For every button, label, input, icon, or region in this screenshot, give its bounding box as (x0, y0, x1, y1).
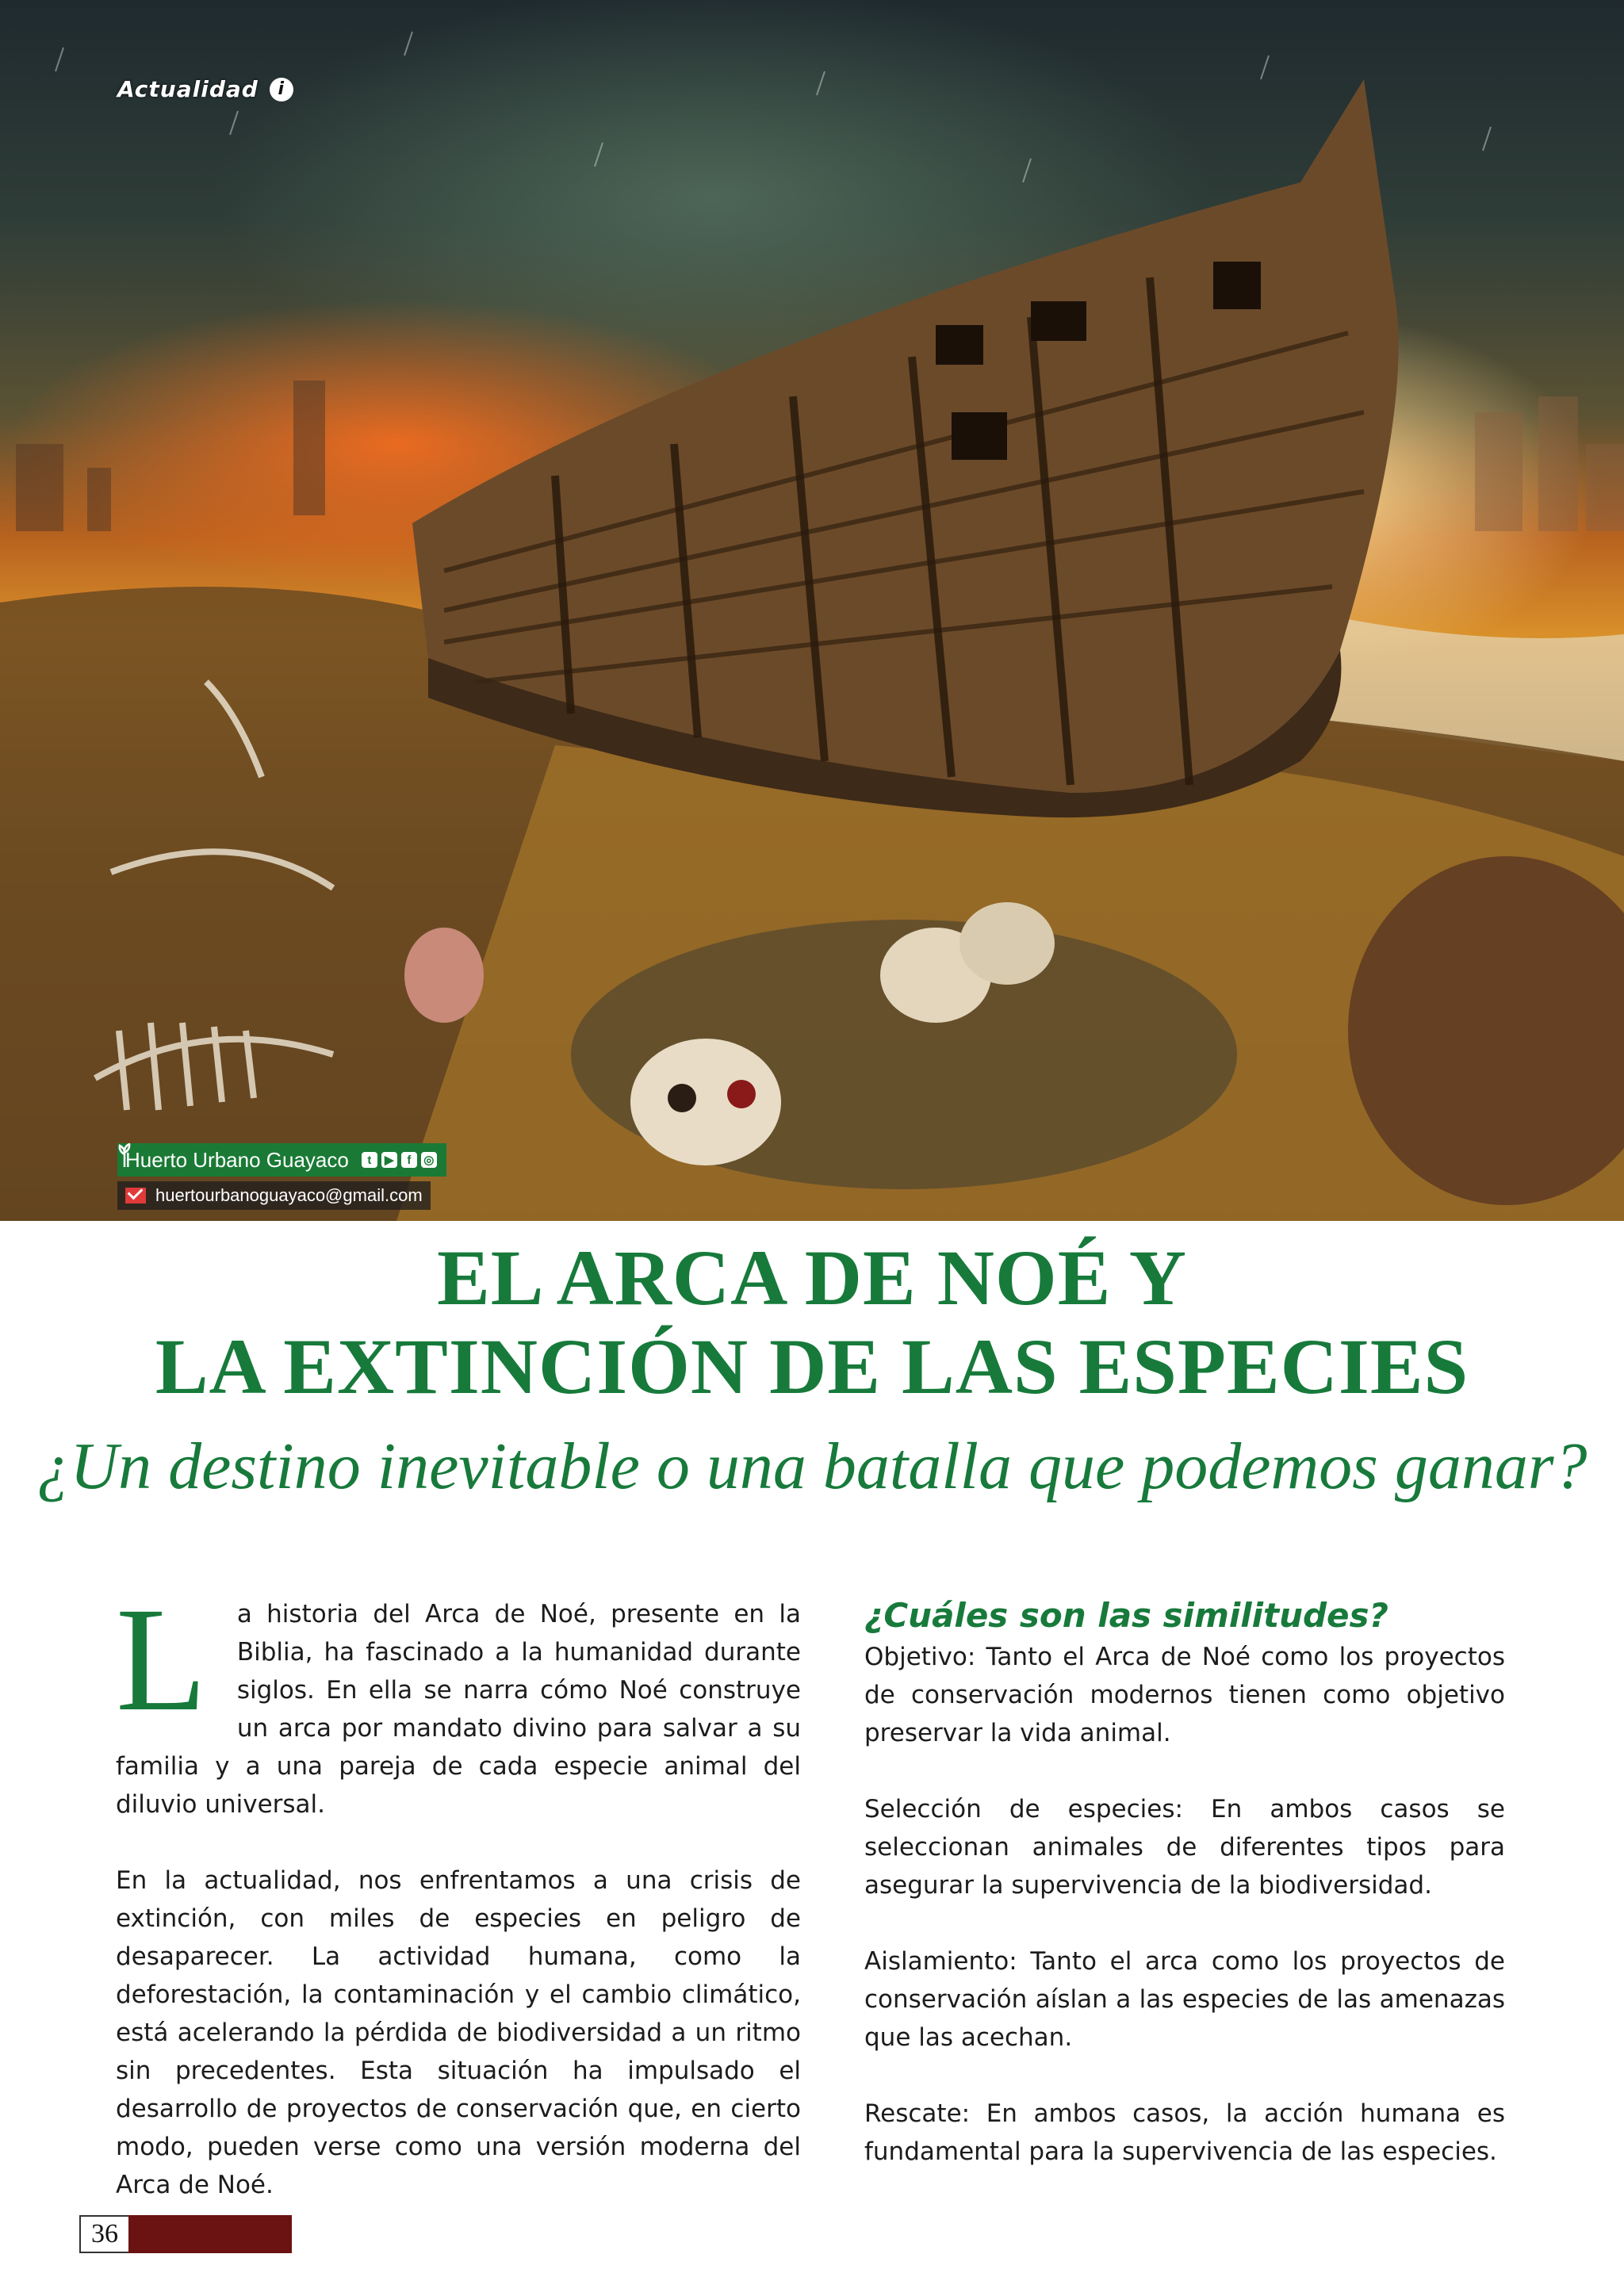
right-paragraph-2: Selección de especies: En ambos casos se seleccionan animales de diferentes tipos para asegurar la supervivencia de la biodiversidad. (864, 1795, 1505, 1900)
title-line-1: EL ARCA DE NOÉ Y (437, 1234, 1187, 1322)
right-paragraph-3: Aislamiento: Tanto el arca como los proyectos de conservación aíslan a las especies de las amenazas que las acechan. (864, 1947, 1505, 2052)
page-number: 36 (79, 2215, 130, 2253)
article-subtitle: ¿Un destino inevitable o una batalla que podemos ganar? (36, 1429, 1588, 1503)
credit-name: Huerto Urbano Guayaco (125, 1147, 349, 1172)
title-line-2: LA EXTINCIÓN DE LAS ESPECIES (155, 1322, 1469, 1410)
left-paragraph-1 (116, 1576, 801, 1823)
credit-bar (117, 1143, 446, 1177)
article-title (0, 1234, 1624, 1411)
instagram-icon[interactable]: ◎ (421, 1152, 437, 1168)
facebook-icon[interactable]: f (401, 1152, 417, 1168)
email-bar (117, 1181, 431, 1210)
right-column (864, 1594, 1505, 2171)
credit-email[interactable]: huertourbanoguayaco@gmail.com (155, 1185, 423, 1205)
section-label (117, 76, 293, 102)
left-column (116, 1576, 801, 2204)
left-paragraph-2: En la actualidad, nos enfrentamos a una crisis de extinción, con miles de especies en peligro de desaparecer. La actividad humana, como la deforestación, la contaminación y el cambio climático, está acelerando la pérdida de biodiversidad a un ritmo sin precedentes. Esta situación ha impulsado el desarrollo de proyectos de conservación que, en cierto modo, pueden verse como una versión moderna del Arca de Noé. (116, 1866, 801, 2199)
left-paragraph-1-text: a historia del Arca de Noé, presente en la Biblia, ha fascinado a la humanidad durante siglos. En ella se narra cómo Noé construye un arca por mandato divino para salvar a su familia y a una pareja de cada especie animal del diluvio universal. (116, 1600, 801, 1819)
ark-hull (412, 79, 1399, 817)
info-icon: i (270, 78, 293, 101)
similarities-heading: ¿Cuáles son las similitudes? (864, 1596, 1388, 1635)
mail-icon (125, 1188, 146, 1203)
plant-icon (117, 1143, 132, 1167)
ruined-city-right (1475, 396, 1624, 531)
ruined-city-left (16, 381, 325, 531)
youtube-icon[interactable]: ▶ (381, 1152, 397, 1168)
right-paragraph-4: Rescate: En ambos casos, la acción humana es fundamental para la supervivencia de las especies. (864, 2099, 1505, 2166)
drop-cap: L (116, 1576, 207, 1742)
twitter-icon[interactable]: t (362, 1152, 377, 1168)
page-footer-bar (128, 2215, 292, 2253)
section-label-text: Actualidad (117, 76, 259, 102)
right-paragraph-1: Objetivo: Tanto el Arca de Noé como los proyectos de conservación modernos tienen como objetivo preservar la vida animal. (864, 1643, 1505, 1747)
